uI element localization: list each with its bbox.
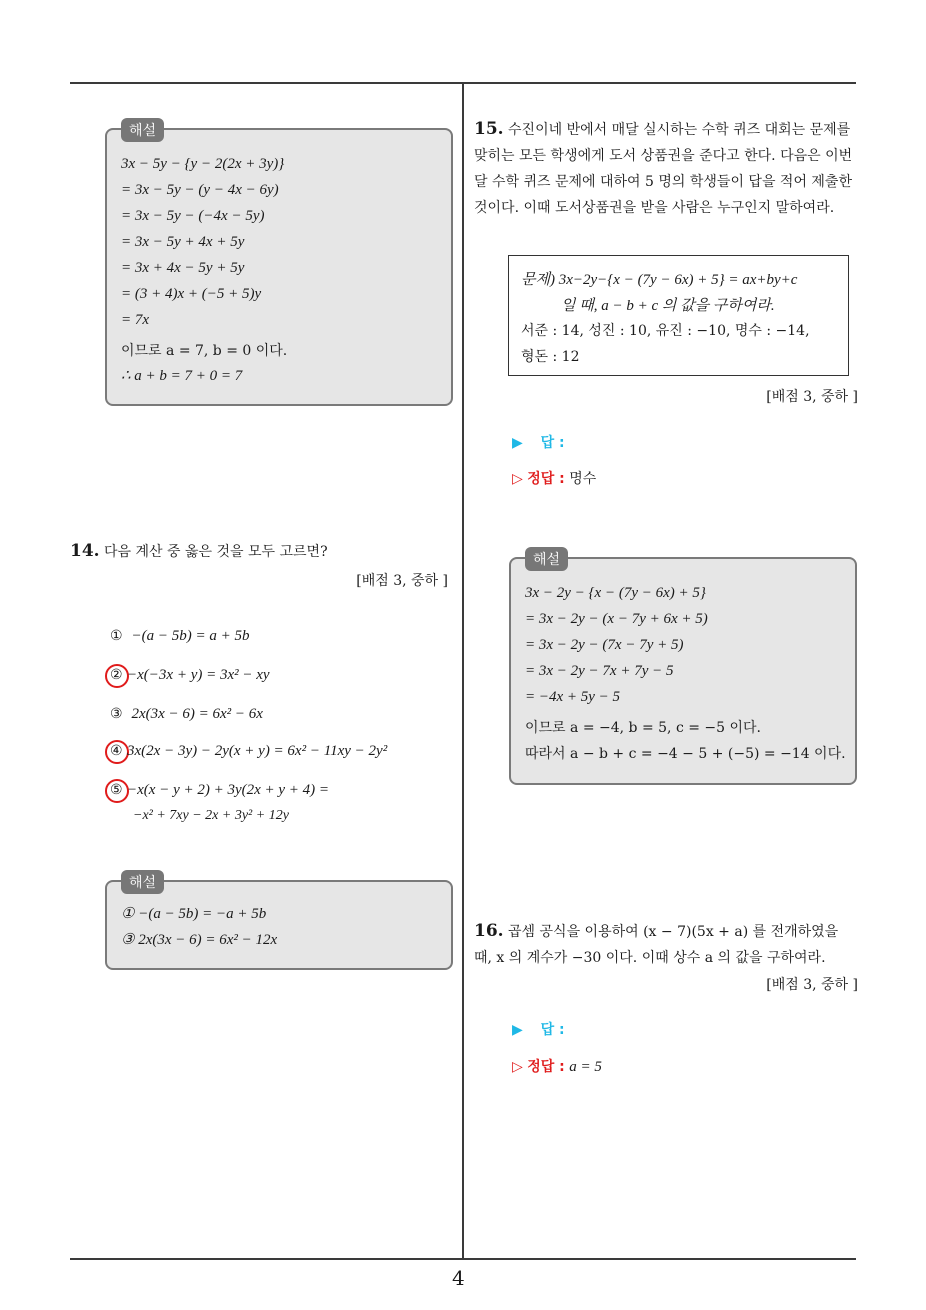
question-number: 15.: [474, 119, 504, 139]
explanation-tab: 해설: [525, 547, 568, 571]
explanation-line: = 3x − 2y − (x − 7y + 6x + 5): [525, 611, 708, 627]
question-number: 16.: [474, 921, 504, 941]
solution-line: = 7x: [121, 312, 150, 328]
question-15: [474, 116, 858, 221]
explanation-line: 따라서 a − b + c = −4 − 5 + (−5) = −14 이다.: [525, 746, 846, 762]
question-text: 수진이네 반에서 매달 실시하는 수학 퀴즈 대회는 문제를 맞히는 모든 학생에게 도서 상품권을 준다고 한다. 다음은 이번 달 수학 퀴즈 문제에 대하여 5 명의 학생들이 답을 적어 제출한 것이다. 이때 도서상품권을 받을 사람은 누구인지 말하여라.: [474, 122, 853, 216]
choice-number: ①: [110, 628, 123, 644]
choice-text: 2x(3x − 6) = 6x² − 6x: [131, 706, 263, 722]
correct-value: a = 5: [569, 1059, 602, 1075]
problem-line: 일 때, a − b + c 의 값을 구하여라.: [561, 298, 775, 314]
explanation-line: ③ 2x(3x − 6) = 6x² − 12x: [121, 932, 278, 948]
score-q16: [배점 3, 중하 ]: [766, 977, 858, 993]
choice-4[interactable]: [110, 743, 387, 760]
choice-3[interactable]: [110, 706, 263, 723]
solution-line: = 3x − 5y + 4x + 5y: [121, 234, 245, 250]
correct-triangle-icon: ▷: [512, 471, 523, 487]
correct-row-q15: [512, 468, 596, 488]
choice-number: ③: [110, 706, 123, 722]
column-divider: [462, 84, 464, 1260]
question-number: 14.: [70, 541, 100, 561]
question-14: [70, 538, 450, 565]
explanation-line: 3x − 2y − {x − (7y − 6x) + 5}: [525, 585, 706, 601]
explanation-box-q13: [105, 123, 453, 406]
question-16: [474, 918, 858, 971]
answer-row-q16: [512, 1019, 565, 1039]
choice-2[interactable]: [110, 667, 270, 684]
explanation-line: = −4x + 5y − 5: [525, 689, 621, 705]
correct-label: 정답 :: [527, 471, 565, 487]
solution-line: = 3x − 5y − (−4x − 5y): [121, 208, 265, 224]
problem-line: 서준 : 14, 성진 : 10, 유진 : −10, 명수 : −14,: [521, 323, 810, 339]
problem-line: 형돈 : 12: [521, 349, 580, 365]
score-q15: [배점 3, 중하 ]: [766, 389, 858, 405]
solution-line: = (3 + 4)x + (−5 + 5)y: [121, 286, 262, 302]
choice-text: −x(x − y + 2) + 3y(2x + y + 4) =: [127, 782, 330, 798]
choice-5[interactable]: [110, 782, 329, 799]
explanation-tab: 해설: [121, 870, 164, 894]
problem-box: [508, 255, 849, 376]
choice-number: ⑤: [110, 782, 123, 798]
question-text: 곱셈 공식을 이용하여 (x − 7)(5x + a) 를 전개하였을 때, x 의 계수가 −30 이다. 이때 상수 a 의 값을 구하여라.: [474, 924, 839, 966]
answer-label: 답 :: [540, 1022, 565, 1038]
solution-line: 3x − 5y − {y − 2(2x + 3y)}: [121, 156, 285, 172]
score-q14: [배점 3, 중하 ]: [356, 573, 448, 589]
correct-label: 정답 :: [527, 1059, 565, 1075]
solution-line: = 3x − 5y − (y − 4x − 6y): [121, 182, 279, 198]
solution-final: ∴ a + b = 7 + 0 = 7: [121, 368, 243, 384]
solution-conclusion: 이므로 a = 7, b = 0 이다.: [121, 343, 288, 359]
explanation-line: = 3x − 2y − (7x − 7y + 5): [525, 637, 684, 653]
answer-triangle-icon: ▶: [512, 1022, 523, 1038]
correct-row-q16: [512, 1056, 602, 1076]
question-text: 다음 계산 중 옳은 것을 모두 고르면?: [104, 544, 328, 560]
choice-text: 3x(2x − 3y) − 2y(x + y) = 6x² − 11xy − 2y²: [127, 743, 388, 759]
choice-text: −x(−3x + y) = 3x² − xy: [127, 667, 270, 683]
explanation-tab: 해설: [121, 118, 164, 142]
choice-number: ②: [110, 667, 123, 683]
explanation-box-q14: [105, 875, 453, 970]
solution-line: = 3x + 4x − 5y + 5y: [121, 260, 245, 276]
choice-text: −(a − 5b) = a + 5b: [131, 628, 250, 644]
problem-line: 문제) 3x−2y−{x − (7y − 6x) + 5} = ax+by+c: [521, 272, 798, 288]
explanation-line: ① −(a − 5b) = −a + 5b: [121, 906, 267, 922]
answer-triangle-icon: ▶: [512, 435, 523, 451]
choice-1[interactable]: [110, 628, 249, 645]
choice-5-continued: −x² + 7xy − 2x + 3y² + 12y: [133, 808, 289, 823]
explanation-line: = 3x − 2y − 7x + 7y − 5: [525, 663, 674, 679]
correct-triangle-icon: ▷: [512, 1059, 523, 1075]
choice-number: ④: [110, 743, 123, 759]
explanation-line: 이므로 a = −4, b = 5, c = −5 이다.: [525, 720, 761, 736]
explanation-box-q15: [509, 552, 857, 785]
answer-label: 답 :: [540, 435, 565, 451]
bottom-rule: [70, 1258, 856, 1260]
correct-value: 명수: [569, 471, 597, 487]
page-number: 4: [452, 1266, 465, 1290]
answer-row-q15: [512, 432, 565, 452]
